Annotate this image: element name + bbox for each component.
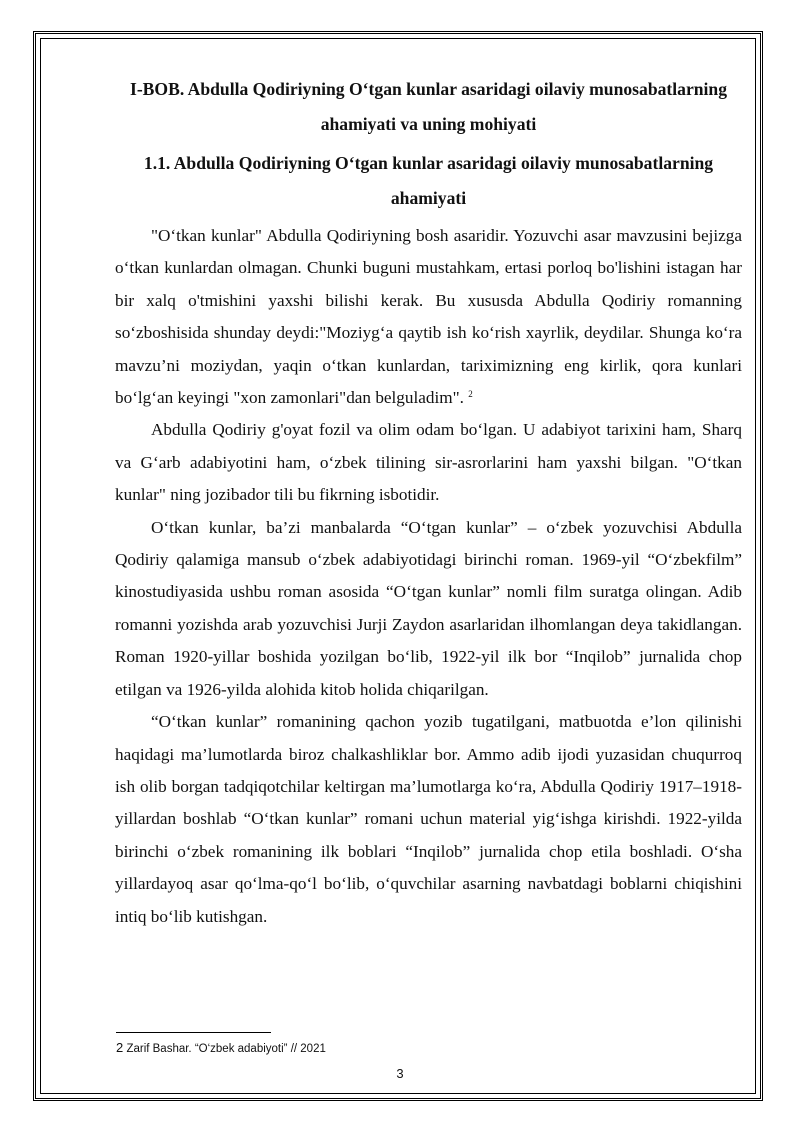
document-body — [115, 72, 742, 933]
section-title: 1.1. Abdulla Qodiriyning O‘tgan kunlar asaridagi oilaviy munosabatlarning ahamiyati — [143, 153, 714, 208]
footnote-number: 2 — [116, 1040, 124, 1055]
footnote — [116, 1040, 326, 1055]
paragraph-1-text: "O‘tkan kunlar" Abdulla Qodiriyning bosh asaridir. Yozuvchi asar mavzusini bejizga o‘tkan kunlardan olmagan. Chunki buguni mustahkam, ertasi porloq bo'lishini istagan har bir xalq o'tmishini yaxshi bilishi kerak. Bu xususda Abdulla Qodiriy romanning so‘zboshisida shunday deydi:"Moziyg‘a qaytib ish ko‘rish xayrlik, deydilar. Shunga ko‘ra mavzu’ni moziydan, yaqin o‘tkan kunlardan, tariximizning eng kirlik, qora kunlari bo‘lg‘an keyingi "xon zamonlari"dan belguladim". — [115, 226, 742, 408]
paragraph-2: Abdulla Qodiriy g'oyat fozil va olim odam bo‘lgan. U adabiyot tarixini ham, Sharq va G‘arb adabiyotini ham, o‘zbek tilining sir-asrorlarini ham yaxshi bilgan. "O‘tkan kunlar" ning jozibador tili bu fikrning isbotidir. — [115, 420, 742, 505]
paragraph-3: O‘tkan kunlar, ba’zi manbalarda “O‘tgan kunlar” – o‘zbek yozuvchisi Abdulla Qodiriy qalamiga mansub o‘zbek adabiyotidagi birinchi roman. 1969-yil “O‘zbekfilm” kinostudiyasida ushbu roman asosida “O‘tgan kunlar” nomli film suratga olingan. Adib romanni yozishda arab yozuvchisi Jurji Zaydon asarlaridan ilhomlangan deya takidlangan. Roman 1920-yillar boshida yozilgan bo‘lib, 1922-yil ilk bor “Inqilob” jurnalida chop etilgan va 1926-yilda alohida kitob holida chiqarilgan. — [115, 517, 742, 699]
paragraph-1 — [115, 220, 742, 414]
footnote-text: Zarif Bashar. “O‘zbek adabiyoti” // 2021 — [126, 1043, 326, 1055]
footnote-separator — [116, 1032, 271, 1033]
footnote-reference[interactable]: 2 — [468, 389, 473, 400]
page-number: 3 — [396, 1066, 404, 1081]
chapter-title: I-BOB. Abdulla Qodiriyning O‘tgan kunlar asaridagi oilaviy munosabatlarning ahamiyati va uning mohiyati — [129, 79, 728, 134]
paragraph-4: “O‘tkan kunlar” romanining qachon yozib tugatilgani, matbuotda e’lon qilinishi haqidagi ma’lumotlarda biroz chalkashliklar bor. Ammo adib ijodi yuzasidan chuqurroq ish olib borgan tadqiqotchilar keltirgan ma’lumotlarga ko‘ra, Abdulla Qodiriy 1917–1918-yillardan boshlab “O‘tkan kunlar” romani uchun material yig‘ishga kirishdi. 1922-yilda birinchi o‘zbek romanining ilk boblari “Inqilob” jurnalida chop etila boshladi. O‘sha yillardayoq asar qo‘lma-qo‘l bo‘lib, o‘quvchilar asarning navbatdagi boblarni chiqishini intiq bo‘lib kutishgan. — [115, 712, 742, 926]
